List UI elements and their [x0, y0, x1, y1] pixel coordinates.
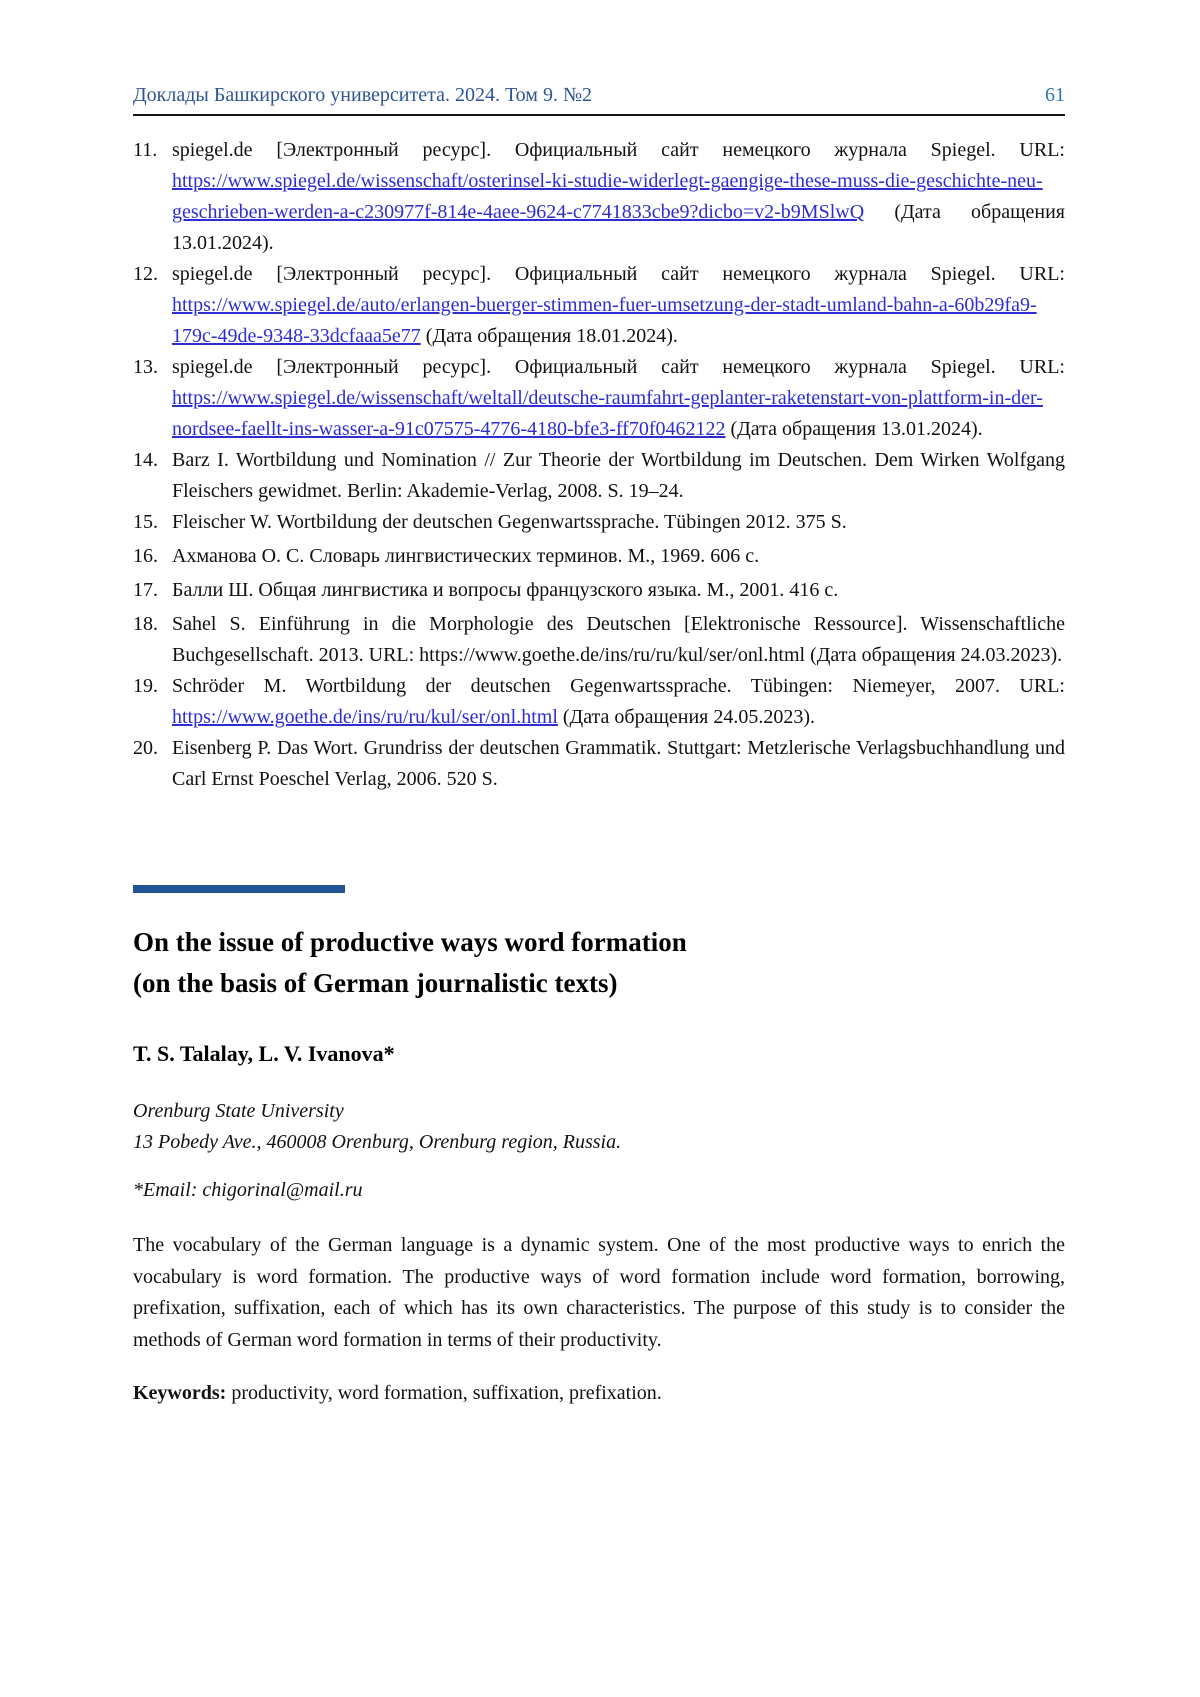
abstract-text: The vocabulary of the German language is a dynamic system. One of the most productive ways to enrich the vocabulary is word formation. The productive ways of word formation include word formation, borrowing, prefixation, suffixation, each of which has its own characteristics. The purpose of this study is to consider the methods of German word formation in terms of their productivity.: [133, 1234, 1065, 1351]
article-title-line1: On the issue of productive ways word formation: [133, 927, 687, 957]
authors-line: T. S. Talalay, L. V. Ivanova*: [133, 1041, 395, 1066]
keywords-label: Keywords:: [133, 1382, 227, 1404]
reference-run: Sahel S. Einführung in die Morphologie des Deutschen [Elektronische Ressource]. Wissenschaftliche Buchgesellschaft. 2013. URL: https://www.goethe.de/ins/ru/ru/kul/ser/onl.html (Дата обращения 24.03.2023).: [172, 613, 1065, 666]
reference-text: [172, 675, 1065, 728]
affiliation: [133, 1096, 1065, 1158]
reference-item: [133, 259, 1065, 352]
reference-run: (Дата обращения 13.01.2024).: [172, 201, 1065, 254]
reference-number: 12.: [133, 263, 158, 285]
reference-run: Barz I. Wortbildung und Nomination // Zur Theorie der Wortbildung im Deutschen. Dem Wirken Wolfgang Fleischers gewidmet. Berlin: Akademie-Verlag, 2008. S. 19–24.: [172, 449, 1065, 502]
email-line: *Email: chigorinal@mail.ru: [133, 1179, 363, 1201]
reference-run: (Дата обращения 18.01.2024).: [420, 325, 678, 347]
reference-number: 16.: [133, 545, 158, 567]
reference-item: [133, 507, 1065, 538]
reference-text: [172, 545, 759, 567]
reference-item: [133, 445, 1065, 507]
reference-item: [133, 541, 1065, 572]
article-title-line2: (on the basis of German journalistic texts): [133, 968, 618, 998]
section-divider-bar: [133, 885, 345, 893]
reference-number: 17.: [133, 579, 158, 601]
reference-text: [172, 579, 838, 601]
reference-item: [133, 352, 1065, 445]
keywords-text: productivity, word formation, suffixation, prefixation.: [226, 1382, 662, 1404]
reference-run: spiegel.de [Электронный ресурс]. Официальный сайт немецкого журнала Spiegel. URL:: [172, 356, 1065, 378]
reference-text: [172, 737, 1065, 790]
affiliation-university: Orenburg State University: [133, 1100, 344, 1122]
reference-run: (Дата обращения 24.05.2023).: [557, 706, 816, 728]
reference-number: 11.: [133, 139, 158, 161]
reference-number: 13.: [133, 356, 158, 378]
reference-number: 18.: [133, 613, 158, 635]
journal-title: Доклады Башкирского университета. 2024. Том 9. №2: [133, 84, 593, 106]
reference-link[interactable]: https://www.spiegel.de/auto/erlangen-buerger-stimmen-fuer-umsetzung-der-stadt-umland-bahn-a-60b29fa9-179c-49de-9348-33dcfaaa5e77: [172, 294, 1037, 347]
page-content: [133, 0, 1065, 1405]
header-rule: [133, 114, 1065, 116]
reference-item: [133, 609, 1065, 671]
reference-item: [133, 135, 1065, 259]
reference-number: 15.: [133, 511, 158, 533]
reference-run: Schröder M. Wortbildung der deutschen Gegenwartssprache. Tübingen: Niemeyer, 2007. URL:: [172, 675, 1065, 697]
running-header: [133, 0, 1065, 107]
references-list: [133, 135, 1065, 795]
reference-text: [172, 263, 1065, 347]
reference-link[interactable]: https://www.spiegel.de/wissenschaft/weltall/deutsche-raumfahrt-geplanter-raketenstart-von-plattform-in-der-nordsee-faellt-ins-wasser-a-91c07575-4776-4180-bfe3-ff70f0462122: [172, 387, 1043, 440]
reference-link[interactable]: https://www.goethe.de/ins/ru/ru/kul/ser/onl.html: [172, 706, 558, 728]
reference-run: Fleischer W. Wortbildung der deutschen Gegenwartssprache. Tübingen 2012. 375 S.: [172, 511, 847, 533]
page-number: 61: [1045, 84, 1065, 106]
reference-text: [172, 613, 1065, 666]
reference-item: [133, 733, 1065, 795]
reference-number: 19.: [133, 675, 158, 697]
reference-run: Eisenberg P. Das Wort. Grundriss der deutschen Grammatik. Stuttgart: Metzlerische Verlagsbuchhandlung und Carl Ernst Poeschel Verlag, 2006. 520 S.: [172, 737, 1065, 790]
reference-text: [172, 511, 847, 533]
reference-run: Ахманова О. С. Словарь лингвистических терминов. М., 1969. 606 с.: [172, 545, 760, 567]
reference-item: [133, 671, 1065, 733]
reference-run: (Дата обращения 13.01.2024).: [725, 418, 983, 440]
article-title: [133, 922, 1065, 1004]
reference-text: [172, 356, 1065, 440]
keywords-line: [133, 1382, 1065, 1405]
reference-run: Балли Ш. Общая лингвистика и вопросы французского языка. М., 2001. 416 с.: [172, 579, 839, 601]
reference-text: [172, 139, 1065, 254]
reference-text: [172, 449, 1065, 502]
reference-link[interactable]: https://www.spiegel.de/wissenschaft/osterinsel-ki-studie-widerlegt-gaengige-these-muss-die-geschichte-neu-geschrieben-werden-a-c230977f-814e-4aee-9624-c7741833cbe9?dicbo=v2-b9MSlwQ: [172, 170, 1043, 223]
affiliation-address: 13 Pobedy Ave., 460008 Orenburg, Orenburg region, Russia.: [133, 1131, 622, 1153]
reference-number: 14.: [133, 449, 158, 471]
reference-run: spiegel.de [Электронный ресурс]. Официальный сайт немецкого журнала Spiegel. URL:: [172, 139, 1065, 161]
reference-run: spiegel.de [Электронный ресурс]. Официальный сайт немецкого журнала Spiegel. URL:: [172, 263, 1065, 285]
reference-item: [133, 575, 1065, 606]
reference-number: 20.: [133, 737, 158, 759]
